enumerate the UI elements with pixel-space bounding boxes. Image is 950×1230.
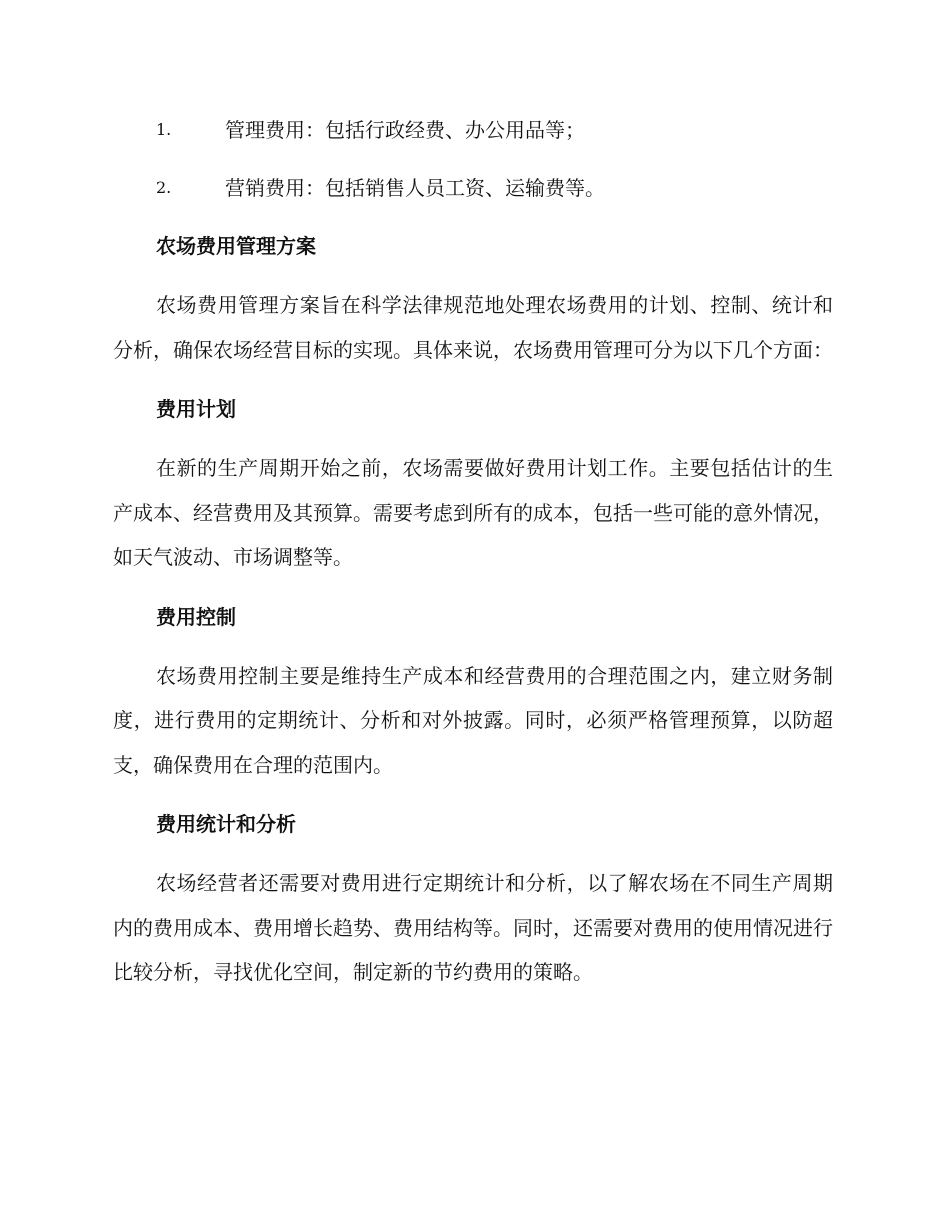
list-text: 管理费用：包括行政经费、办公用品等；: [225, 118, 585, 142]
section-body-control: 农场费用控制主要是维持生产成本和经营费用的合理范围之内，建立财务制度，进行费用的定期统计、分析和对外披露。同时，必须严格管理预算，以防超支，确保费用在合理的范围内。: [113, 663, 833, 777]
document-body: [113, 108, 833, 1010]
list-number: 2.: [156, 178, 172, 197]
section-body-analysis: 农场经营者还需要对费用进行定期统计和分析，以了解农场在不同生产周期内的费用成本、费用增长趋势、费用结构等。同时，还需要对费用的使用情况进行比较分析，寻找优化空间，制定新的节约费用的策略。: [113, 871, 833, 984]
list-item: [113, 166, 833, 210]
section-heading-analysis: 费用统计和分析: [156, 812, 296, 836]
section-heading-plan: 费用计划: [156, 397, 236, 421]
section-body-plan: 在新的生产周期开始之前，农场需要做好费用计划工作。主要包括估计的生产成本、经营费用及其预算。需要考虑到所有的成本，包括一些可能的意外情况，如天气波动、市场调整等。: [113, 456, 833, 569]
section-title: 农场费用管理方案: [156, 234, 316, 258]
intro-paragraph: 农场费用管理方案旨在科学法律规范地处理农场费用的计划、控制、统计和分析，确保农场经营目标的实现。具体来说，农场费用管理可分为以下几个方面：: [113, 293, 833, 362]
list-item: [113, 108, 833, 152]
list-text: 营销费用：包括销售人员工资、运输费等。: [225, 176, 605, 200]
section-heading-control: 费用控制: [156, 604, 236, 629]
list-number: 1.: [156, 120, 172, 139]
